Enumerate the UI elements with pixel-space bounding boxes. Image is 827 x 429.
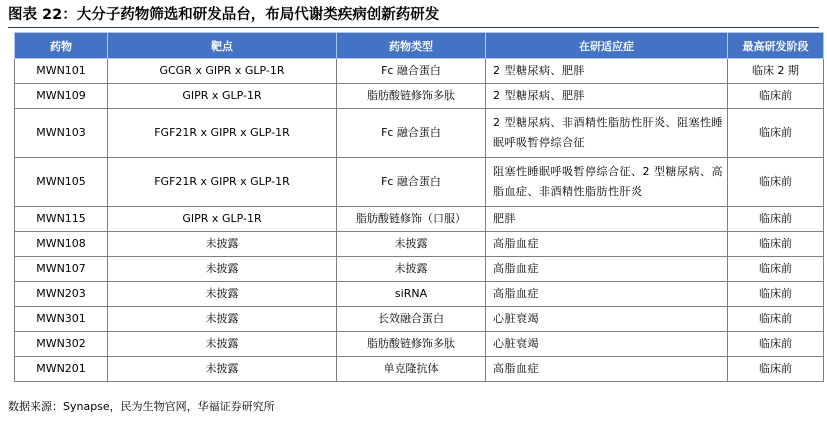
cell-target: GCGR x GIPR x GLP-1R — [108, 59, 337, 84]
cell-drug-type: 未披露 — [337, 257, 486, 282]
cell-target: 未披露 — [108, 332, 337, 357]
cell-indication: 高脂血症 — [486, 282, 728, 307]
cell-drug-type: 脂肪酸链修饰多肽 — [337, 332, 486, 357]
cell-drug-type: 长效融合蛋白 — [337, 307, 486, 332]
cell-target: GIPR x GLP-1R — [108, 207, 337, 232]
cell-drug-type: 脂肪酸链修饰（口服） — [337, 207, 486, 232]
cell-target: 未披露 — [108, 257, 337, 282]
header-drug-type: 药物类型 — [337, 33, 486, 59]
cell-indication: 肥胖 — [486, 207, 728, 232]
cell-stage: 临床前 — [728, 257, 824, 282]
table-row — [15, 59, 824, 84]
cell-indication: 2 型糖尿病、非酒精性脂肪性肝炎、阻塞性睡眠呼吸暂停综合征 — [486, 109, 728, 158]
cell-drug-type: 未披露 — [337, 232, 486, 257]
source-note: 数据来源：Synapse，民为生物官网，华福证券研究所 — [8, 400, 275, 413]
table-row — [15, 257, 824, 282]
cell-target: 未披露 — [108, 357, 337, 382]
cell-indication: 2 型糖尿病、肥胖 — [486, 84, 728, 109]
cell-indication: 2 型糖尿病、肥胖 — [486, 59, 728, 84]
table-row — [15, 232, 824, 257]
cell-stage: 临床前 — [728, 282, 824, 307]
cell-target: 未披露 — [108, 282, 337, 307]
cell-drug-type: 脂肪酸链修饰多肽 — [337, 84, 486, 109]
cell-indication: 高脂血症 — [486, 357, 728, 382]
cell-drug: MWN109 — [15, 84, 108, 109]
cell-indication: 心脏衰竭 — [486, 332, 728, 357]
cell-drug: MWN115 — [15, 207, 108, 232]
table-row — [15, 84, 824, 109]
cell-indication: 心脏衰竭 — [486, 307, 728, 332]
header-drug: 药物 — [15, 33, 108, 59]
cell-drug: MWN101 — [15, 59, 108, 84]
cell-target: 未披露 — [108, 232, 337, 257]
cell-stage: 临床前 — [728, 307, 824, 332]
cell-target: GIPR x GLP-1R — [108, 84, 337, 109]
cell-stage: 临床前 — [728, 332, 824, 357]
cell-target: FGF21R x GIPR x GLP-1R — [108, 158, 337, 207]
cell-drug-type: Fc 融合蛋白 — [337, 59, 486, 84]
header-indication: 在研适应症 — [486, 33, 728, 59]
table-row — [15, 307, 824, 332]
table-row — [15, 207, 824, 232]
cell-stage: 临床前 — [728, 84, 824, 109]
table-body — [15, 59, 824, 382]
cell-drug-type: 单克隆抗体 — [337, 357, 486, 382]
table-row — [15, 109, 824, 158]
cell-drug: MWN201 — [15, 357, 108, 382]
cell-drug-type: Fc 融合蛋白 — [337, 109, 486, 158]
cell-stage: 临床前 — [728, 357, 824, 382]
cell-drug: MWN103 — [15, 109, 108, 158]
table-row — [15, 282, 824, 307]
figure-title: 图表 22：大分子药物筛选和研发品台，布局代谢类疾病创新药研发 — [8, 7, 440, 23]
cell-drug-type: Fc 融合蛋白 — [337, 158, 486, 207]
cell-stage: 临床前 — [728, 232, 824, 257]
cell-indication: 高脂血症 — [486, 257, 728, 282]
header-target: 靶点 — [108, 33, 337, 59]
cell-stage: 临床前 — [728, 207, 824, 232]
table-row — [15, 357, 824, 382]
table-row — [15, 332, 824, 357]
cell-stage: 临床前 — [728, 109, 824, 158]
cell-stage: 临床前 — [728, 158, 824, 207]
cell-drug: MWN107 — [15, 257, 108, 282]
header-stage: 最高研发阶段 — [728, 33, 824, 59]
cell-stage: 临床 2 期 — [728, 59, 824, 84]
cell-drug-type: siRNA — [337, 282, 486, 307]
cell-target: FGF21R x GIPR x GLP-1R — [108, 109, 337, 158]
table-row — [15, 158, 824, 207]
cell-drug: MWN302 — [15, 332, 108, 357]
cell-drug: MWN301 — [15, 307, 108, 332]
pipeline-table — [14, 32, 824, 382]
table-header-row — [15, 33, 824, 59]
cell-drug: MWN108 — [15, 232, 108, 257]
cell-drug: MWN105 — [15, 158, 108, 207]
cell-indication: 高脂血症 — [486, 232, 728, 257]
title-divider — [8, 27, 819, 28]
cell-target: 未披露 — [108, 307, 337, 332]
cell-indication: 阻塞性睡眠呼吸暂停综合征、2 型糖尿病、高脂血症、非酒精性脂肪性肝炎 — [486, 158, 728, 207]
cell-drug: MWN203 — [15, 282, 108, 307]
